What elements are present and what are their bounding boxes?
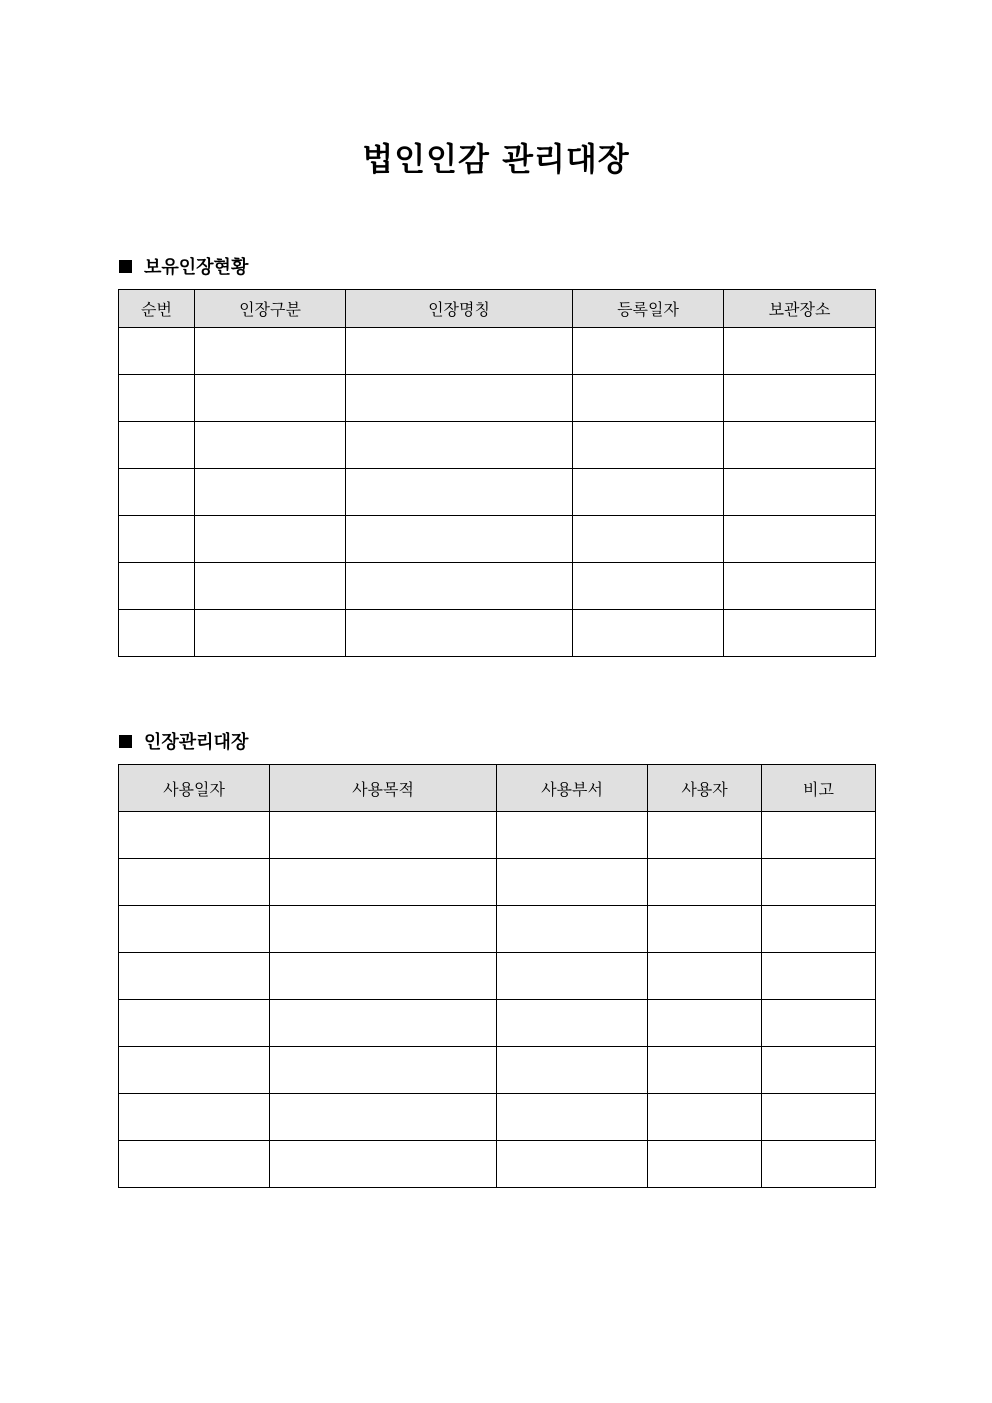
table-row bbox=[119, 563, 876, 610]
table-cell[interactable] bbox=[648, 1141, 762, 1188]
table-cell[interactable] bbox=[762, 812, 876, 859]
usage-table-body bbox=[119, 812, 876, 1188]
column-header-usage-date: 사용일자 bbox=[119, 765, 270, 812]
table-cell[interactable] bbox=[724, 328, 876, 375]
table-cell[interactable] bbox=[497, 1000, 648, 1047]
table-cell[interactable] bbox=[762, 1094, 876, 1141]
table-cell[interactable] bbox=[497, 1141, 648, 1188]
table-cell[interactable] bbox=[119, 516, 195, 563]
table-cell[interactable] bbox=[497, 859, 648, 906]
table-row bbox=[119, 1047, 876, 1094]
table-cell[interactable] bbox=[648, 906, 762, 953]
table-cell[interactable] bbox=[573, 328, 724, 375]
table-cell[interactable] bbox=[195, 610, 346, 657]
table-cell[interactable] bbox=[270, 906, 497, 953]
table-cell[interactable] bbox=[195, 375, 346, 422]
table-cell[interactable] bbox=[119, 375, 195, 422]
table-cell[interactable] bbox=[648, 1000, 762, 1047]
seal-holdings-table bbox=[118, 289, 876, 657]
table-cell[interactable] bbox=[346, 328, 573, 375]
table-cell[interactable] bbox=[119, 812, 270, 859]
table-cell[interactable] bbox=[195, 563, 346, 610]
table-cell[interactable] bbox=[573, 516, 724, 563]
table-cell[interactable] bbox=[762, 1141, 876, 1188]
table-cell[interactable] bbox=[119, 1000, 270, 1047]
table-cell[interactable] bbox=[762, 906, 876, 953]
table-cell[interactable] bbox=[119, 906, 270, 953]
table-row bbox=[119, 469, 876, 516]
table-row bbox=[119, 1000, 876, 1047]
table-cell[interactable] bbox=[119, 469, 195, 516]
table-cell[interactable] bbox=[119, 1047, 270, 1094]
table-cell[interactable] bbox=[762, 1047, 876, 1094]
table-cell[interactable] bbox=[270, 1000, 497, 1047]
table-cell[interactable] bbox=[119, 1141, 270, 1188]
table-row bbox=[119, 812, 876, 859]
table-cell[interactable] bbox=[724, 422, 876, 469]
table-cell[interactable] bbox=[648, 812, 762, 859]
table-cell[interactable] bbox=[195, 328, 346, 375]
table-header-row bbox=[119, 290, 876, 328]
table-cell[interactable] bbox=[762, 953, 876, 1000]
column-header-remarks: 비고 bbox=[762, 765, 876, 812]
square-bullet-icon bbox=[119, 260, 132, 273]
section-heading-label: 보유인장현황 bbox=[144, 257, 249, 278]
table-cell[interactable] bbox=[270, 953, 497, 1000]
table-cell[interactable] bbox=[346, 375, 573, 422]
table-cell[interactable] bbox=[497, 953, 648, 1000]
table-cell[interactable] bbox=[270, 1141, 497, 1188]
table-row bbox=[119, 328, 876, 375]
table-cell[interactable] bbox=[497, 1047, 648, 1094]
table-row bbox=[119, 516, 876, 563]
table-cell[interactable] bbox=[648, 1047, 762, 1094]
table-cell[interactable] bbox=[119, 328, 195, 375]
table-cell[interactable] bbox=[346, 563, 573, 610]
table-cell[interactable] bbox=[119, 859, 270, 906]
column-header-registration-date: 등록일자 bbox=[573, 290, 724, 328]
square-bullet-icon bbox=[119, 735, 132, 748]
table-cell[interactable] bbox=[346, 516, 573, 563]
table-cell[interactable] bbox=[724, 375, 876, 422]
table-cell[interactable] bbox=[497, 906, 648, 953]
table-row bbox=[119, 1141, 876, 1188]
table-cell[interactable] bbox=[573, 375, 724, 422]
column-header-storage-location: 보관장소 bbox=[724, 290, 876, 328]
column-header-usage-department: 사용부서 bbox=[497, 765, 648, 812]
table-cell[interactable] bbox=[497, 812, 648, 859]
table-cell[interactable] bbox=[270, 1094, 497, 1141]
table-cell[interactable] bbox=[119, 563, 195, 610]
table-cell[interactable] bbox=[119, 610, 195, 657]
table-cell[interactable] bbox=[346, 469, 573, 516]
table-row bbox=[119, 906, 876, 953]
table-row bbox=[119, 859, 876, 906]
column-header-seq: 순번 bbox=[119, 290, 195, 328]
table-cell[interactable] bbox=[195, 422, 346, 469]
table-cell[interactable] bbox=[119, 953, 270, 1000]
table-cell[interactable] bbox=[573, 563, 724, 610]
column-header-usage-purpose: 사용목적 bbox=[270, 765, 497, 812]
table-cell[interactable] bbox=[346, 422, 573, 469]
table-cell[interactable] bbox=[648, 859, 762, 906]
column-header-seal-name: 인장명칭 bbox=[346, 290, 573, 328]
table-cell[interactable] bbox=[762, 859, 876, 906]
column-header-user: 사용자 bbox=[648, 765, 762, 812]
column-header-seal-type: 인장구분 bbox=[195, 290, 346, 328]
section-heading-usage bbox=[119, 728, 248, 754]
table-cell[interactable] bbox=[724, 516, 876, 563]
table-cell[interactable] bbox=[573, 422, 724, 469]
table-cell[interactable] bbox=[573, 610, 724, 657]
table-cell[interactable] bbox=[648, 953, 762, 1000]
table-row bbox=[119, 953, 876, 1000]
table-cell[interactable] bbox=[195, 516, 346, 563]
seal-usage-table bbox=[118, 764, 876, 1188]
table-cell[interactable] bbox=[724, 563, 876, 610]
section-heading-label: 인장관리대장 bbox=[144, 732, 249, 753]
table-cell[interactable] bbox=[270, 812, 497, 859]
table-cell[interactable] bbox=[762, 1000, 876, 1047]
table-row bbox=[119, 610, 876, 657]
table-cell[interactable] bbox=[270, 859, 497, 906]
table-header-row bbox=[119, 765, 876, 812]
table-cell[interactable] bbox=[119, 422, 195, 469]
holdings-table-body bbox=[119, 328, 876, 657]
table-cell[interactable] bbox=[195, 469, 346, 516]
table-cell[interactable] bbox=[724, 610, 876, 657]
table-cell[interactable] bbox=[724, 469, 876, 516]
table-cell[interactable] bbox=[648, 1094, 762, 1141]
section-heading-holdings bbox=[119, 253, 248, 279]
table-cell[interactable] bbox=[497, 1094, 648, 1141]
table-cell[interactable] bbox=[573, 469, 724, 516]
table-row bbox=[119, 1094, 876, 1141]
table-row bbox=[119, 375, 876, 422]
table-row bbox=[119, 422, 876, 469]
table-cell[interactable] bbox=[346, 610, 573, 657]
table-cell[interactable] bbox=[270, 1047, 497, 1094]
table-cell[interactable] bbox=[119, 1094, 270, 1141]
page-title: 법인인감 관리대장 bbox=[362, 140, 630, 178]
